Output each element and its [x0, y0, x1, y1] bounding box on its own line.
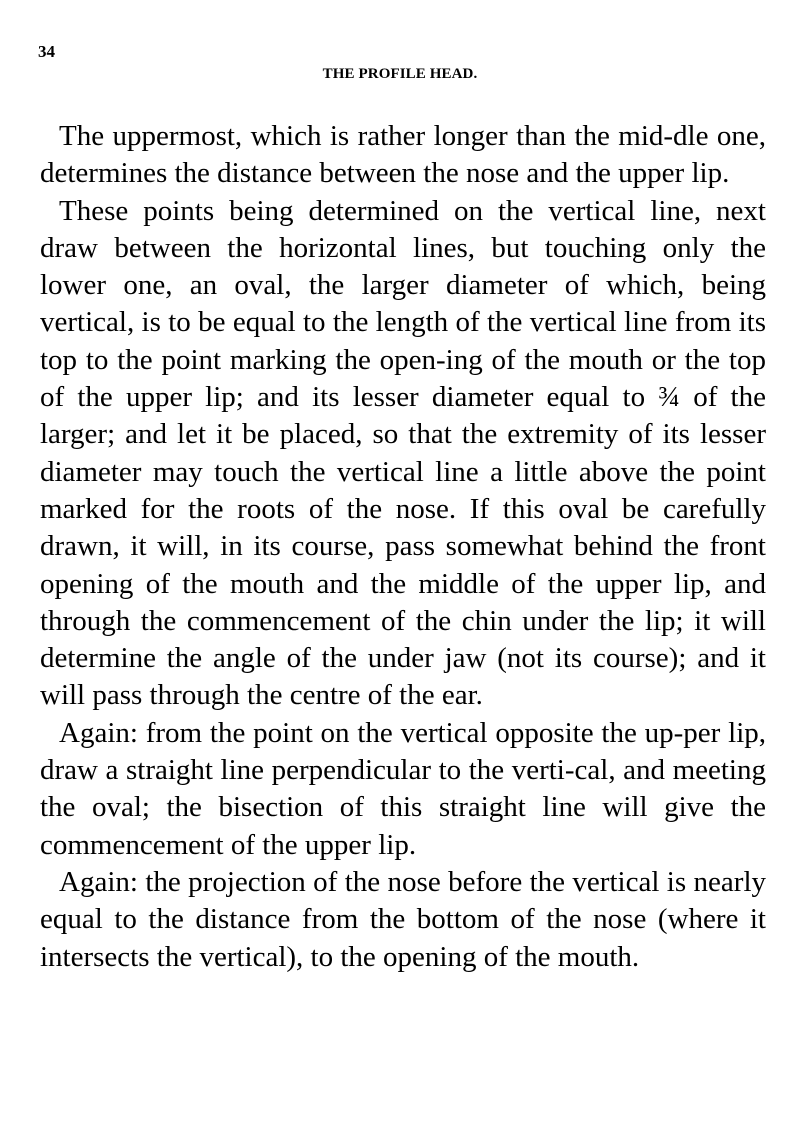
- paragraph: The uppermost, which is rather longer than the mid-dle one, determines the distance between the nose and the upper lip.: [40, 120, 766, 190]
- paragraph: These points being determined on the vertical line, next draw between the horizontal lines, but touching only the lower one, an oval, the larger diameter of which, being vertical, is to be equal to the length of the vertical line from its top to the point marking the open-ing of the mouth or the top of the upper lip; and its lesser diameter equal to ¾ of the larger; and let it be placed, so that the extremity of its lesser diameter may touch the vertical line a little above the point marked for the roots of the nose. If this oval be carefully drawn, it will, in its course, pass somewhat behind the front opening of the mouth and the middle of the upper lip, and through the commencement of the chin under the lip; it will determine the angle of the under jaw (not its course); and it will pass through the centre of the ear.: [40, 194, 766, 712]
- paragraph: Again: the projection of the nose before the vertical is nearly equal to the distance from the bottom of the nose (where it intersects the vertical), to the opening of the mouth.: [40, 865, 766, 973]
- running-head: THE PROFILE HEAD.: [322, 66, 478, 82]
- paragraph: Again: from the point on the vertical opposite the up-per lip, draw a straight line perpendicular to the verti-cal, and meeting the oval; the bisection of this straight line will give the commencement of the upper lip.: [40, 716, 766, 861]
- body-text: [40, 118, 766, 976]
- page-number: 34: [38, 42, 55, 61]
